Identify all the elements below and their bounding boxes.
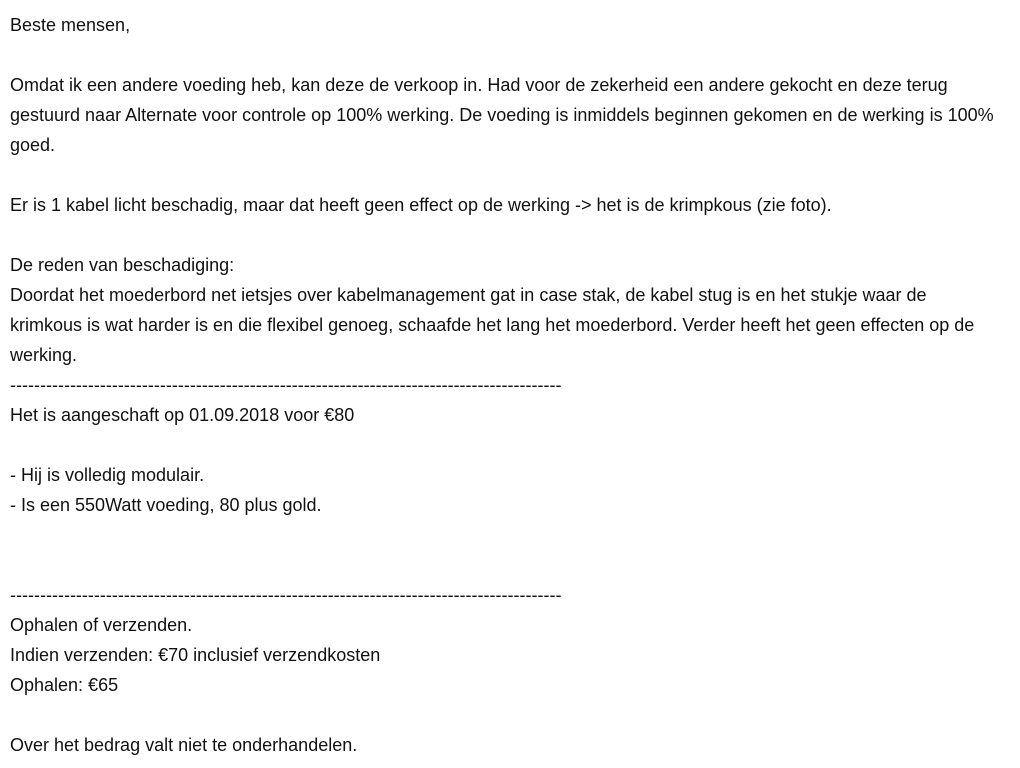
ship-price: Indien verzenden: €70 inclusief verzendkosten xyxy=(10,645,381,665)
spacer xyxy=(10,220,1010,250)
reason-paragraph: Doordat het moederbord net ietsjes over kabelmanagement gat in case stak, de kabel stug is en het stukje waar de krimkous is wat harder is en die flexibel genoeg, schaafde het lang het moederbord. Verder heeft het geen effecten op de werking. xyxy=(10,285,975,365)
purchase-line: Het is aangeschaft op 01.09.2018 voor €80 xyxy=(10,405,355,425)
reason-heading: De reden van beschadiging: xyxy=(10,255,235,275)
divider-line: -------------------------------------------------------------------------------------------- xyxy=(10,585,562,605)
feature-item: - Is een 550Watt voeding, 80 plus gold. xyxy=(10,495,322,515)
intro-paragraph: Omdat ik een andere voeding heb, kan deze de verkoop in. Had voor de zekerheid een andere gekocht en deze terug gestuurd naar Alternate voor controle op 100% werking. De voeding is inmiddels beginnen gekomen en de werking is 100% goed. xyxy=(10,75,994,155)
feature-item: - Hij is volledig modulair. xyxy=(10,465,205,485)
greeting: Beste mensen, xyxy=(10,15,131,35)
spacer xyxy=(10,430,1010,460)
spacer xyxy=(10,160,1010,190)
divider-line: -------------------------------------------------------------------------------------------- xyxy=(10,375,562,395)
pickup-price: Ophalen: €65 xyxy=(10,675,119,695)
spacer xyxy=(10,40,1010,70)
damage-note: Er is 1 kabel licht beschadig, maar dat heeft geen effect op de werking -> het is de krimpkous (zie foto). xyxy=(10,195,832,215)
listing-description xyxy=(10,10,1010,760)
no-negotiation: Over het bedrag valt niet te onderhandelen. xyxy=(10,735,358,755)
pickup-or-ship: Ophalen of verzenden. xyxy=(10,615,193,635)
spacer xyxy=(10,520,1010,580)
spacer xyxy=(10,700,1010,730)
